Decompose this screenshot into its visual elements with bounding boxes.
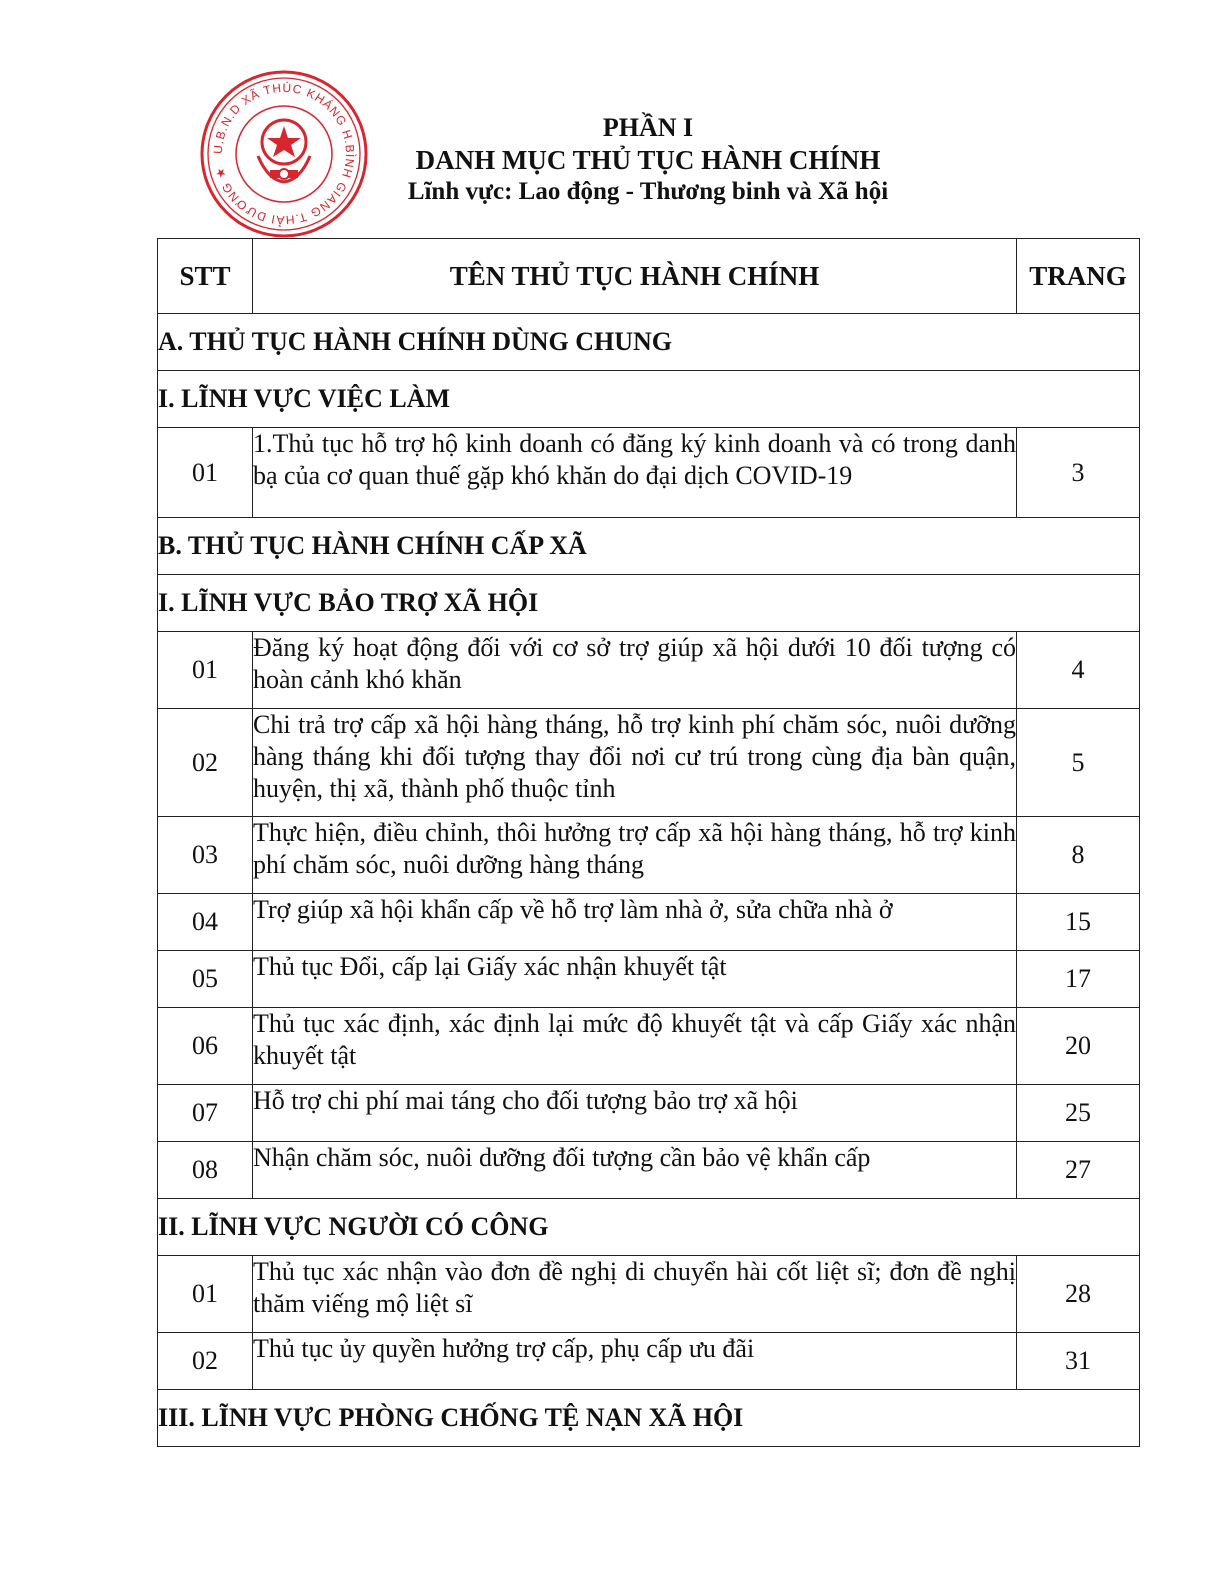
- row-stt: 05: [158, 951, 253, 1008]
- national-emblem-icon: [258, 120, 310, 182]
- row-stt: 01: [158, 1256, 253, 1333]
- header-page: TRANG: [1017, 239, 1140, 314]
- table-header-row: [158, 239, 1140, 314]
- row-stt: 06: [158, 1008, 253, 1085]
- row-stt: 03: [158, 817, 253, 894]
- row-page: 28: [1017, 1256, 1140, 1333]
- catalog-title: DANH MỤC THỦ TỤC HÀNH CHÍNH: [415, 145, 881, 175]
- row-page: 25: [1017, 1085, 1140, 1142]
- section-row: [158, 575, 1140, 632]
- section-nguoi-co-cong-title: II. LĨNH VỰC NGƯỜI CÓ CÔNG: [158, 1199, 1140, 1256]
- table-row: [158, 951, 1140, 1008]
- table-row: [158, 428, 1140, 518]
- section-te-nan-title: III. LĨNH VỰC PHÒNG CHỐNG TỆ NẠN XÃ HỘI: [158, 1390, 1140, 1447]
- field-subtitle: Lĩnh vực: Lao động - Thương binh và Xã hội: [407, 178, 889, 205]
- row-name: Thủ tục ủy quyền hưởng trợ cấp, phụ cấp ưu đãi: [253, 1333, 1017, 1390]
- row-name: Thủ tục xác định, xác định lại mức độ khuyết tật và cấp Giấy xác nhận khuyết tật: [253, 1008, 1017, 1085]
- section-row: [158, 314, 1140, 371]
- table-row: [158, 1085, 1140, 1142]
- row-name: Thực hiện, điều chỉnh, thôi hưởng trợ cấp xã hội hàng tháng, hỗ trợ kinh phí chăm sóc, nuôi dưỡng hàng tháng: [253, 817, 1017, 894]
- row-stt: 02: [158, 1333, 253, 1390]
- document-heading: [360, 112, 936, 208]
- section-viec-lam-title: I. LĨNH VỰC VIỆC LÀM: [158, 371, 1140, 428]
- row-page: 5: [1017, 709, 1140, 817]
- row-name: Chi trả trợ cấp xã hội hàng tháng, hỗ trợ kinh phí chăm sóc, nuôi dưỡng hàng tháng khi đối tượng thay đổi nơi cư trú trong cùng địa bàn quận, huyện, thị xã, thành phố thuộc tỉnh: [253, 709, 1017, 817]
- row-stt: 02: [158, 709, 253, 817]
- table-row: [158, 894, 1140, 951]
- row-page: 31: [1017, 1333, 1140, 1390]
- table-row: [158, 817, 1140, 894]
- row-name: Thủ tục Đổi, cấp lại Giấy xác nhận khuyết tật: [253, 951, 1017, 1008]
- row-name: Hỗ trợ chi phí mai táng cho đối tượng bảo trợ xã hội: [253, 1085, 1017, 1142]
- row-page: 17: [1017, 951, 1140, 1008]
- row-stt: 08: [158, 1142, 253, 1199]
- row-page: 27: [1017, 1142, 1140, 1199]
- row-name: Nhận chăm sóc, nuôi dưỡng đối tượng cần bảo vệ khẩn cấp: [253, 1142, 1017, 1199]
- row-page: 8: [1017, 817, 1140, 894]
- official-seal: [198, 68, 370, 240]
- section-row: [158, 1199, 1140, 1256]
- row-page: 20: [1017, 1008, 1140, 1085]
- row-stt: 04: [158, 894, 253, 951]
- svg-text:U.B.N.D XÃ THÚC KHÁNG H.BÌNH G: U.B.N.D XÃ THÚC KHÁNG H.BÌNH GIANG T.HẢI DƯƠNG ★: [210, 80, 358, 228]
- row-name: Đăng ký hoạt động đối với cơ sở trợ giúp xã hội dưới 10 đối tượng có hoàn cảnh khó khăn: [253, 632, 1017, 709]
- row-name: Thủ tục xác nhận vào đơn đề nghị di chuyển hài cốt liệt sĩ; đơn đề nghị thăm viếng mộ liệt sĩ: [253, 1256, 1017, 1333]
- table-row: [158, 1333, 1140, 1390]
- row-stt: 01: [158, 632, 253, 709]
- table-row: [158, 1142, 1140, 1199]
- section-row: [158, 1390, 1140, 1447]
- table-row: [158, 1008, 1140, 1085]
- header-name: TÊN THỦ TỤC HÀNH CHÍNH: [253, 239, 1017, 314]
- row-page: 3: [1017, 428, 1140, 518]
- table-row: [158, 632, 1140, 709]
- table-row: [158, 709, 1140, 817]
- row-stt: 01: [158, 428, 253, 518]
- row-name: 1.Thủ tục hỗ trợ hộ kinh doanh có đăng ký kinh doanh và có trong danh bạ của cơ quan thuế gặp khó khăn do đại dịch COVID-19: [253, 428, 1017, 518]
- section-bao-tro-title: I. LĨNH VỰC BẢO TRỢ XÃ HỘI: [158, 575, 1140, 632]
- section-a-title: A. THỦ TỤC HÀNH CHÍNH DÙNG CHUNG: [158, 314, 1140, 371]
- section-row: [158, 371, 1140, 428]
- header-stt: STT: [158, 239, 253, 314]
- row-page: 4: [1017, 632, 1140, 709]
- section-b-title: B. THỦ TỤC HÀNH CHÍNH CẤP XÃ: [158, 518, 1140, 575]
- row-page: 15: [1017, 894, 1140, 951]
- row-stt: 07: [158, 1085, 253, 1142]
- part-title: PHẦN I: [602, 113, 694, 142]
- section-row: [158, 518, 1140, 575]
- procedure-table: [157, 238, 1140, 1447]
- table-row: [158, 1256, 1140, 1333]
- row-name: Trợ giúp xã hội khẩn cấp về hỗ trợ làm nhà ở, sửa chữa nhà ở: [253, 894, 1017, 951]
